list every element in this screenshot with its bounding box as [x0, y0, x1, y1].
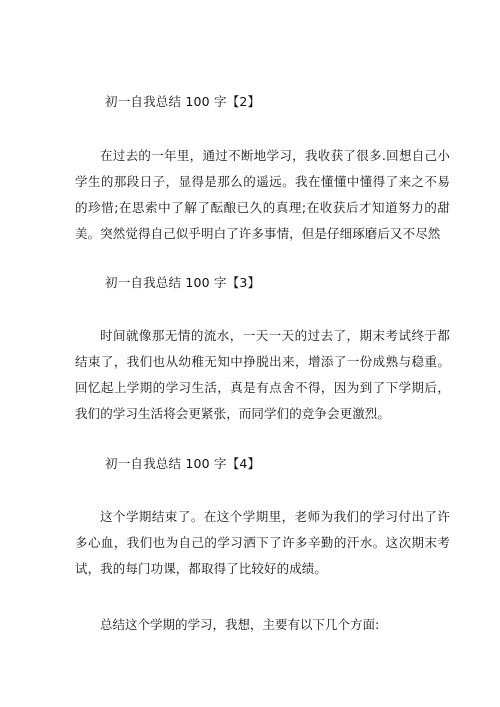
section-body-4: 这个学期结束了。在这个学期里，老师为我们的学习付出了许多心血，我们也为自己的学习洒下了许多辛勤的汗水。这次期末考试，我的每门功课，都取得了比较好的成绩。	[75, 509, 450, 576]
section-heading-4: 初一自我总结 100 字【4】	[105, 456, 261, 471]
section-body-3: 时间就像那无情的流水，一天一天的过去了，期末考试终于都结束了，我们也从幼稚无知中挣脱出来，增添了一份成熟与稳重。回忆起上学期的学习生活，真是有点舍不得，因为到了下学期后，我们的学习生活将会更紧张，而同学们的竞争会更激烈。	[75, 328, 450, 421]
closing-paragraph: 总结这个学期的学习，我想，主要有以下几个方面:	[100, 617, 380, 632]
section-heading-3: 初一自我总结 100 字【3】	[105, 275, 261, 290]
section-heading-2: 初一自我总结 100 字【2】	[105, 94, 261, 109]
section-body-2: 在过去的一年里，通过不断地学习，我收获了很多.回想自己小学生的那段日子，显得是那么的遥远。我在懂懂中懂得了来之不易的珍惜;在思索中了解了酝酿已久的真理;在收获后才知道努力的甜美。突然觉得自己似乎明白了许多事情，但是仔细琢磨后又不尽然	[75, 148, 450, 241]
